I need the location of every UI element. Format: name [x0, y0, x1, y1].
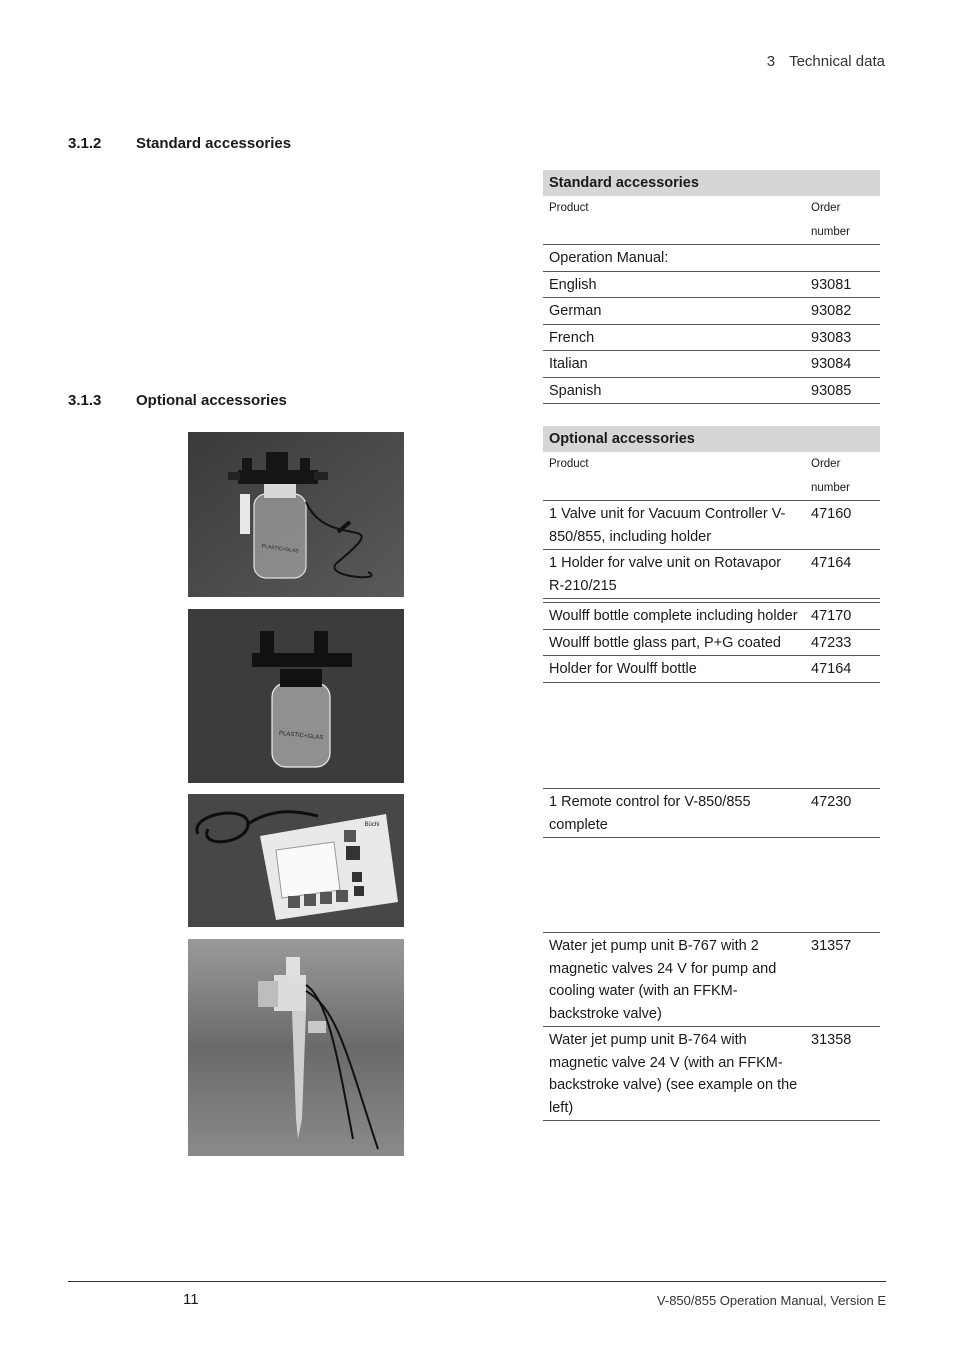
cell-order: 93083	[805, 324, 880, 351]
table-row	[543, 298, 880, 325]
cell-order: 47164	[805, 550, 880, 599]
section-title-standard: Standard accessories	[136, 135, 292, 152]
cell-product: Woulff bottle complete including holder	[543, 603, 805, 630]
cell-order: 93085	[805, 377, 880, 404]
table-row	[543, 351, 880, 378]
table-row	[543, 603, 880, 630]
cell-order: 93084	[805, 351, 880, 378]
optional-accessories-table-woulff	[543, 602, 880, 683]
table-caption-row	[543, 170, 880, 196]
cell-order: 93081	[805, 271, 880, 298]
table-row	[543, 933, 880, 1027]
table-row	[543, 245, 880, 272]
cell-order: 93082	[805, 298, 880, 325]
manual-title: V-850/855 Operation Manual, Version E	[656, 1293, 886, 1308]
column-header-product: Product	[543, 196, 805, 245]
photo-water-jet-pump	[188, 939, 404, 1156]
section-number-standard: 3.1.2	[68, 135, 102, 152]
table-row	[543, 656, 880, 683]
bottle-label-text: PLASTIC+GLAS	[278, 730, 324, 742]
table-row	[543, 377, 880, 404]
table-row	[543, 271, 880, 298]
standard-accessories-table	[543, 170, 880, 404]
table-caption: Standard accessories	[543, 170, 880, 196]
cell-product: Water jet pump unit B-767 with 2 magnetic valves 24 V for pump and cooling water (with an FFKM-backstroke valve)	[543, 933, 805, 1027]
page-number: 11	[183, 1291, 199, 1308]
cell-order: 31357	[805, 933, 880, 1027]
optional-accessories-table-pump	[543, 932, 880, 1121]
cell-product: Holder for Woulff bottle	[543, 656, 805, 683]
table-row	[543, 789, 880, 838]
table-row	[543, 501, 880, 550]
cell-order: 47160	[805, 501, 880, 550]
cell-order: 47170	[805, 603, 880, 630]
cell-product: French	[543, 324, 805, 351]
section-title-optional: Optional accessories	[136, 392, 287, 409]
optional-accessories-table-valve	[543, 426, 880, 599]
column-header-order: Order number	[805, 196, 880, 245]
cell-product: Spanish	[543, 377, 805, 404]
table-row	[543, 324, 880, 351]
column-header-product: Product	[543, 452, 805, 501]
cell-order: 47233	[805, 629, 880, 656]
footer-divider	[68, 1281, 886, 1282]
cell-product: Operation Manual:	[543, 245, 805, 272]
cell-product: English	[543, 271, 805, 298]
section-number-optional: 3.1.3	[68, 392, 102, 409]
table-caption-row	[543, 426, 880, 452]
cell-product: Woulff bottle glass part, P+G coated	[543, 629, 805, 656]
cell-order: 47164	[805, 656, 880, 683]
table-header-row	[543, 452, 880, 501]
cell-product: German	[543, 298, 805, 325]
table-caption: Optional accessories	[543, 426, 880, 452]
table-row	[543, 629, 880, 656]
cell-product: 1 Remote control for V-850/855 complete	[543, 789, 805, 838]
table-row	[543, 1027, 880, 1121]
photo-valve-unit	[188, 432, 404, 597]
table-header-row	[543, 196, 880, 245]
cell-product: Water jet pump unit B-764 with magnetic valve 24 V (with an FFKM-backstroke valve) (see example on the left)	[543, 1027, 805, 1121]
optional-accessories-table-remote	[543, 788, 880, 838]
cell-product: 1 Holder for valve unit on Rotavapor R-210/215	[543, 550, 805, 599]
cell-order	[805, 245, 880, 272]
chapter-title: Technical data	[789, 53, 885, 70]
photo-remote-control	[188, 794, 404, 927]
running-header	[767, 53, 885, 70]
cell-order: 47230	[805, 789, 880, 838]
cell-product: Italian	[543, 351, 805, 378]
table-row	[543, 550, 880, 599]
cell-product: 1 Valve unit for Vacuum Controller V-850/855, including holder	[543, 501, 805, 550]
bottle-label-text: PLASTIC+GLAS	[261, 543, 299, 555]
cell-order: 31358	[805, 1027, 880, 1121]
remote-brand-text: Büchi	[364, 822, 380, 828]
column-header-order: Order number	[805, 452, 880, 501]
photo-woulff-bottle	[188, 609, 404, 783]
chapter-number: 3	[766, 53, 776, 70]
